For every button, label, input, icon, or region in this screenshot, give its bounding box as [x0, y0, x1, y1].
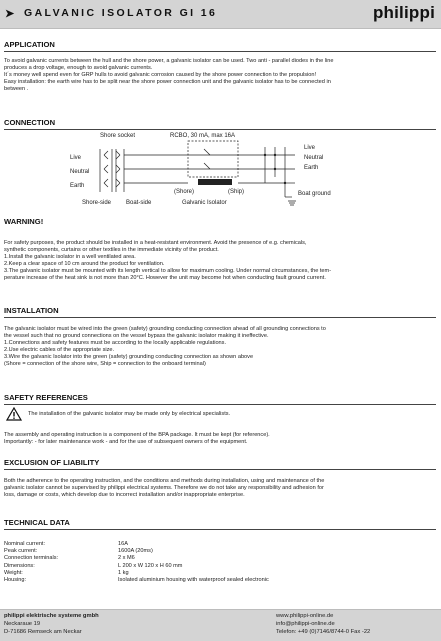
technical-value: 2 x M6	[118, 555, 135, 562]
divider	[4, 469, 436, 470]
warning-triangle-icon	[6, 407, 22, 421]
divider	[4, 51, 436, 52]
ship-paren-label: (Ship)	[228, 189, 245, 195]
technical-row	[4, 570, 269, 577]
right-live-label: Live	[304, 145, 316, 151]
safety-line: The assembly and operating instruction is a component of the BPA package. It must be kept (for reference).	[4, 432, 270, 438]
warning-heading: WARNING!	[4, 217, 44, 226]
shore-socket-label: Shore socket	[100, 133, 136, 139]
application-line: It´s money well spend even for GRP hulls to avoid galvanic corrosion caused by the shore power connection to the propulsion!	[4, 71, 317, 78]
safety-section	[4, 393, 436, 405]
shore-side-label: Shore-side	[82, 200, 112, 206]
application-line: produces a drop voltage, enough to avoid galvanic currents.	[4, 64, 153, 71]
left-earth-label: Earth	[70, 183, 85, 189]
installation-line: (Shore = connection of the shore wire, Ship = connection to the onboard terminal)	[4, 360, 206, 367]
technical-value: 1 kg	[118, 569, 129, 576]
warning-section	[4, 217, 436, 281]
website-link[interactable]: www.philippi-online.de	[276, 613, 334, 619]
warning-line: 1.Install the galvanic isolator in a well ventilated area.	[4, 253, 136, 260]
warning-line: For safety purposes, the product should be installed in a heat-resistant environment. Avoid the presence of e.g. chemicals,	[4, 240, 307, 246]
technical-heading: TECHNICAL DATA	[4, 518, 70, 527]
installation-line: 3.Wire the galvanic Isolator into the green (safety) grounding conducting connection as shown above	[4, 353, 254, 360]
technical-row	[4, 577, 269, 584]
technical-key: Connection terminals:	[4, 555, 59, 562]
safety-notice	[28, 411, 428, 418]
technical-section	[4, 518, 436, 530]
application-line: To avoid galvanic currents between the hull and the shore power, a galvanic isolator can be used. Two anti - parallel diodes in the line	[4, 58, 334, 64]
shore-paren-label: (Shore)	[174, 189, 195, 195]
technical-table	[4, 541, 269, 584]
divider	[4, 529, 436, 530]
arrow-icon: ➤	[5, 8, 15, 20]
technical-value: 16A	[118, 541, 128, 547]
galvanic-isolator-icon	[198, 179, 232, 185]
installation-line: the vessel such that no ground connections on the vessel bypass the galvanic isolator making it ineffective.	[4, 332, 269, 339]
technical-key: Dimensions:	[4, 562, 35, 569]
wiring	[124, 141, 296, 205]
technical-key: Weight:	[4, 569, 23, 576]
connection-schematic	[60, 129, 380, 213]
email-link[interactable]: info@philippi-online.de	[276, 621, 335, 627]
footer-contact	[276, 612, 370, 636]
liability-line: galvanic isolator cannot be supervised by philippi electrical systems. Therefore we do not take any responsibility and adhesion for	[4, 484, 324, 491]
warning-line: 2.Keep a clear space of 10 cm around the product for ventilation.	[4, 260, 165, 267]
installation-line: 2.Use electric cables of the appropriate size.	[4, 346, 115, 353]
page-title: GALVANIC ISOLATOR GI 16	[24, 7, 218, 19]
street-address: Neckarauе 19	[4, 621, 41, 627]
liability-line: loss, damage or costs, which develop due to incorrect installation and/or inappropriate enterprise.	[4, 491, 245, 498]
connection-heading: CONNECTION	[4, 118, 56, 127]
boat-ground-label: Boat ground	[298, 191, 331, 197]
liability-section	[4, 458, 436, 499]
company-name: philippi elektrische systeme gmbh	[4, 613, 99, 619]
liability-heading: EXCLUSION OF LIABILITY	[4, 458, 100, 467]
safety-notice-text: The installation of the galvanic isolator may be made only by electrical specialists.	[28, 411, 231, 417]
brand-logo: philippi	[372, 3, 435, 22]
shore-socket-icon	[100, 149, 124, 192]
technical-value: 1600A (20ms)	[118, 548, 153, 555]
page-footer	[0, 609, 441, 641]
page-header	[0, 0, 441, 29]
safety-heading: SAFETY REFERENCES	[4, 393, 88, 402]
application-heading: APPLICATION	[4, 40, 55, 49]
left-neutral-label: Neutral	[70, 169, 90, 175]
technical-row	[4, 555, 269, 562]
application-section	[4, 40, 436, 93]
city-address: D-71686 Remseck am Neckar	[4, 629, 82, 635]
warning-line: synthetic components, curtains or other textiles in the immediate vicinity of the product.	[4, 246, 219, 253]
application-line: between .	[4, 85, 29, 92]
safety-body	[4, 432, 436, 446]
warning-line: 3.The galvanic isolator must be mounted with its length vertical to allow for maximum cooling. Under normal circumstances, the tem-	[4, 267, 332, 274]
installation-section	[4, 306, 436, 367]
right-earth-label: Earth	[304, 165, 319, 171]
footer-address	[4, 612, 99, 636]
technical-value: L 200 x W 120 x H 60 mm	[118, 562, 183, 569]
divider	[4, 317, 436, 318]
installation-line: 1.Connections and safety features must be according to the locally applicable regulations.	[4, 339, 227, 346]
technical-row	[4, 541, 269, 548]
installation-line: The galvanic isolator must be wired into the green (safety) grounding conducting connection ahead of all grounding connections to	[4, 326, 326, 332]
divider	[4, 404, 436, 405]
liability-line: Both the adherence to the operating instruction, and the conditions and methods during installation, using and maintenance of the	[4, 478, 325, 484]
galvanic-isolator-label: Galvanic Isolator	[182, 200, 227, 206]
right-neutral-label: Neutral	[304, 155, 324, 161]
left-live-label: Live	[70, 155, 82, 161]
installation-heading: INSTALLATION	[4, 306, 59, 315]
technical-row	[4, 563, 269, 570]
technical-key: Peak current:	[4, 548, 38, 555]
technical-row	[4, 548, 269, 555]
technical-key: Housing:	[4, 577, 27, 584]
application-line: Easy installation: the earth wire has to be split near the shore power connection unit and the galvanic isolator has to be connected in	[4, 78, 331, 85]
rcbo-label: RCBO, 30 mA, max 16A	[170, 133, 236, 139]
technical-key: Nominal current:	[4, 541, 46, 547]
boat-side-label: Boat-side	[126, 200, 152, 206]
phone-number: Telefon: +49 (0)7146/8744-0 Fax -22	[276, 629, 371, 635]
warning-line: perature increase of the heat sink is not more than 20°C. However the unit may become hot when conducting fault ground current.	[4, 274, 326, 281]
safety-line: Importantly: - for later maintenance work - and for the use of subsequent owners of the equipment.	[4, 438, 248, 445]
technical-value: Isolated aluminium housing with waterproof sealed electronic	[118, 577, 269, 584]
